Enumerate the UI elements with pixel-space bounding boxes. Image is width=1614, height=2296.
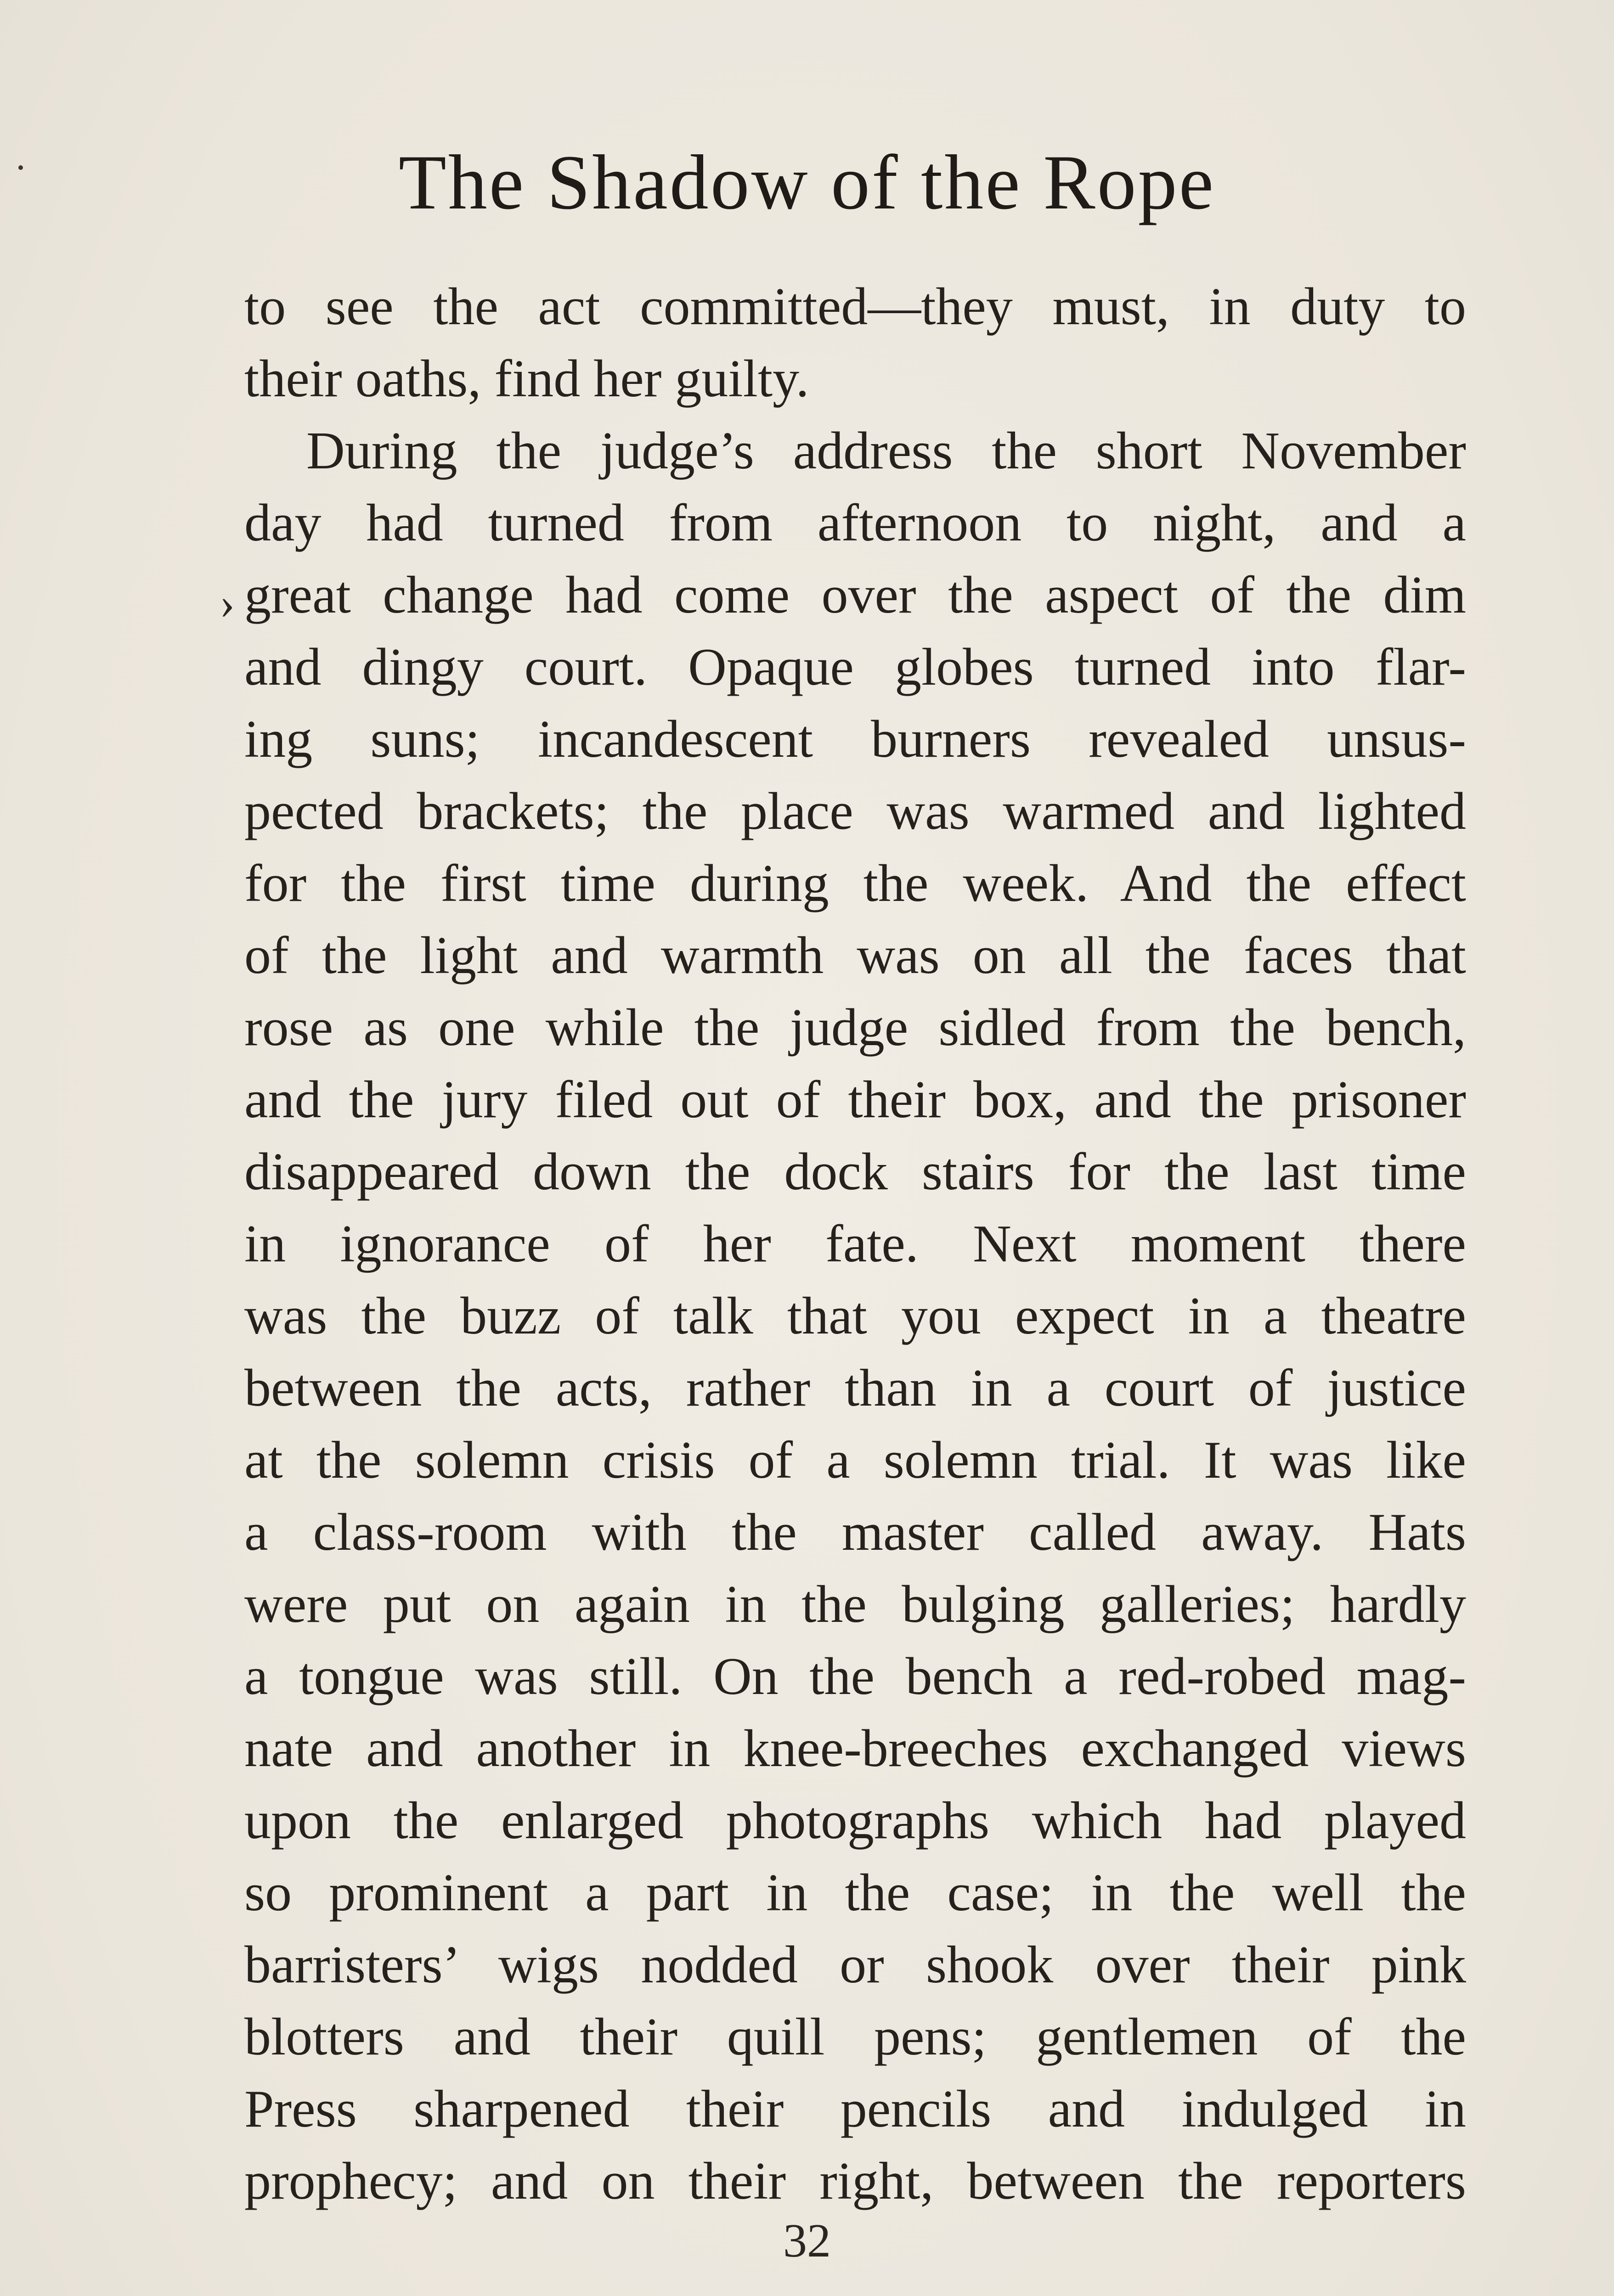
text-line: for the first time during the week. And the effect: [244, 854, 1466, 913]
running-head: The Shadow of the Rope: [398, 139, 1216, 225]
text-line: to see the act committed—they must, in duty to: [244, 277, 1466, 336]
text-line: were put on again in the bulging galleries; hardly: [244, 1575, 1466, 1634]
text-line: was the buzz of talk that you expect in a theatre: [244, 1287, 1466, 1345]
text-line: of the light and warmth was on all the faces that: [244, 926, 1466, 985]
text-line: and dingy court. Opaque globes turned into flar-: [244, 638, 1466, 697]
text-line: a tongue was still. On the bench a red-robed mag-: [244, 1647, 1466, 1706]
text-line: blotters and their quill pens; gentlemen of the: [244, 2008, 1466, 2066]
text-line: ing suns; incandescent burners revealed unsus-: [244, 710, 1466, 769]
text-line: rose as one while the judge sidled from the bench,: [244, 998, 1466, 1057]
text-line: their oaths, find her guilty.: [244, 349, 809, 408]
text-line: between the acts, rather than in a court of justice: [244, 1359, 1466, 1418]
text-line: great change had come over the aspect of the dim: [244, 566, 1466, 625]
text-line: in ignorance of her fate. Next moment there: [244, 1215, 1466, 1273]
text-line: Press sharpened their pencils and indulged in: [244, 2080, 1466, 2138]
text-line: disappeared down the dock stairs for the last time: [244, 1142, 1466, 1201]
text-line: and the jury filed out of their box, and the prisoner: [244, 1070, 1466, 1129]
body-text: [244, 271, 1466, 2217]
text-line: prophecy; and on their right, between the reporters: [244, 2152, 1466, 2211]
page-number: 32: [783, 2214, 831, 2267]
text-line: day had turned from afternoon to night, and a: [244, 494, 1466, 552]
text-line: barristers’ wigs nodded or shook over their pink: [244, 1936, 1466, 1994]
text-line: at the solemn crisis of a solemn trial. It was like: [244, 1431, 1466, 1490]
text-line: so prominent a part in the case; in the well the: [244, 1863, 1466, 1922]
text-line: nate and another in knee-breeches exchanged views: [244, 1719, 1466, 1778]
margin-mark: ›: [220, 577, 235, 628]
text-line: During the judge’s address the short November: [306, 422, 1466, 480]
text-line: upon the enlarged photographs which had played: [244, 1791, 1466, 1850]
text-line: pected brackets; the place was warmed and lighted: [244, 782, 1466, 841]
text-line: a class-room with the master called away. Hats: [244, 1503, 1466, 1562]
